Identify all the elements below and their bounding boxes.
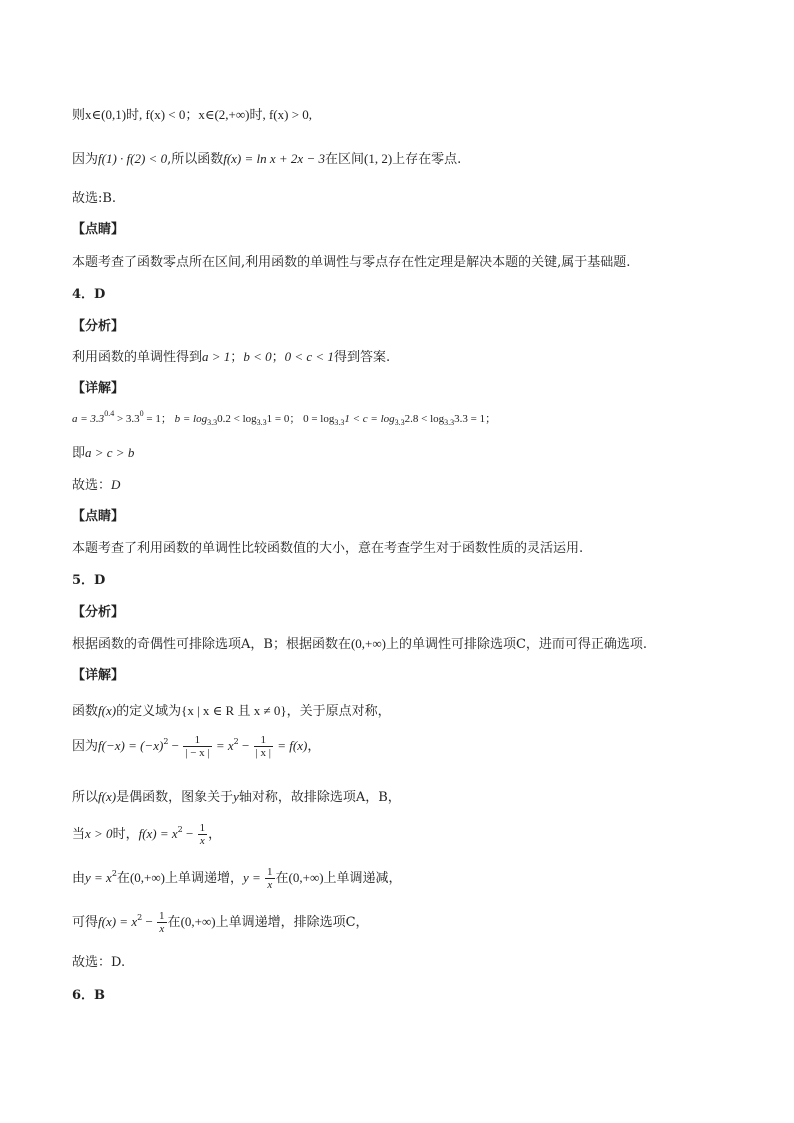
text: 根据函数的奇偶性可排除选项A，B；根据函数在 (72, 637, 351, 652)
text: 函数 (72, 704, 99, 719)
text: 故选： (72, 478, 112, 493)
math: f(x) = x (98, 914, 138, 929)
detail-line (72, 822, 221, 847)
fraction-numerator: 1 (159, 910, 165, 922)
text: 在 (167, 915, 181, 930)
fraction-denominator: | x | (255, 747, 271, 759)
math-sub: 3.3 (207, 418, 218, 427)
fraction-numerator: 1 (254, 734, 273, 747)
detail-line (72, 866, 402, 891)
math: (0,+∞) (288, 870, 324, 885)
text: 上单调递减， (323, 871, 402, 886)
text: 在区间 (324, 152, 364, 167)
comment-line: 本题考查了函数零点所在区间,利用函数的单调性与零点存在性定理是解决本题的关键,属于基础题. (72, 255, 631, 270)
text: 由 (72, 871, 86, 886)
text: 轴对称，故排除选项A，B， (238, 790, 401, 805)
fraction-numerator: 1 (199, 822, 206, 834)
text: 上单调递增，排除选项C， (215, 915, 369, 930)
text: 是偶函数，图象关于 (116, 790, 234, 805)
fraction (198, 822, 208, 847)
math: f(x) = x (138, 826, 178, 841)
answer-line: 故选:B. (72, 191, 117, 206)
math: = x (212, 738, 234, 753)
math: − (168, 738, 183, 753)
detail-line (72, 442, 134, 461)
question-number: 6．B (72, 988, 106, 1003)
analysis-line (72, 346, 390, 365)
math: 0 < c < 1 (284, 349, 334, 364)
text: 当 (72, 827, 86, 842)
math: 1 = 0 (266, 413, 290, 425)
fraction-denominator: x (199, 835, 205, 847)
math: − (238, 738, 253, 753)
text: 利用函数的单调性得到 (72, 350, 203, 365)
detail-line (72, 910, 369, 935)
math: (0,+∞) (180, 914, 216, 929)
math-sub: 3.3 (444, 418, 455, 427)
math: 2.8 < log (404, 413, 445, 425)
math: = 1 (143, 413, 161, 425)
text: 所以 (72, 790, 99, 805)
fraction-numerator: 1 (267, 866, 273, 878)
text: 在 (116, 871, 130, 886)
math-sup: 2 (177, 825, 183, 834)
math-sub: 3.3 (334, 418, 345, 427)
text: 得到答案. (333, 350, 391, 365)
math: y = x (85, 870, 112, 885)
question-number: 4．D (72, 287, 106, 302)
math: 1 < c = log (344, 413, 395, 425)
math: f(−x) = (−x) (98, 738, 164, 753)
interval-sign-text: 则x∈(0,1)时, f(x) < 0；x∈(2,+∞)时, f(x) > 0, (72, 107, 313, 122)
math: > 3.3 (114, 413, 140, 425)
math: x > 0 (85, 826, 113, 841)
detail-line (72, 700, 391, 719)
section-heading: 【分析】 (72, 605, 125, 620)
math: (0,+∞) (350, 636, 386, 651)
text: ； (289, 413, 301, 425)
detail-line (72, 734, 320, 759)
math: f(x) = ln x + 2x − 3 (223, 151, 325, 166)
text: 上的单调性可排除选项C，进而可得正确选项. (385, 637, 648, 652)
math: a > c > b (85, 445, 135, 460)
text: 上单调递增， (164, 871, 243, 886)
text: ； (160, 413, 172, 425)
section-heading: 【点睛】 (72, 222, 125, 237)
comment-line: 本题考查了利用函数的单调性比较函数值的大小，意在考查学生对于函数性质的灵活运用. (72, 541, 584, 556)
detail-math-line (72, 410, 496, 426)
section-heading: 【详解】 (72, 668, 125, 683)
math: D (111, 477, 121, 492)
math: − (142, 914, 157, 929)
answer-line (72, 474, 120, 493)
math: b < 0 (243, 349, 272, 364)
math: (1, 2) (364, 151, 393, 166)
math: a > 1 (202, 349, 231, 364)
math-sub: 3.3 (394, 418, 405, 427)
math-sup: 2 (163, 737, 169, 746)
fraction-denominator: x (267, 879, 273, 891)
math: f(x) (98, 789, 117, 804)
fraction (254, 734, 273, 759)
text: 的定义域为 (116, 704, 182, 719)
text: ； (485, 413, 497, 425)
fraction-numerator: 1 (183, 734, 211, 747)
text: 上存在零点. (392, 152, 462, 167)
math: y = (242, 870, 265, 885)
fraction (265, 866, 275, 891)
math: − (182, 826, 197, 841)
section-heading: 【分析】 (72, 319, 125, 334)
text: 时， (112, 827, 139, 842)
solution-line (72, 148, 461, 167)
math-sup: 0.4 (104, 409, 115, 418)
math: = f(x) (274, 738, 308, 753)
fraction (157, 910, 167, 935)
text: ， (208, 827, 222, 842)
math: 0.2 < log (217, 413, 257, 425)
question-number: 5．D (72, 573, 106, 588)
fraction-denominator: | − x | (185, 747, 210, 759)
text: ，关于原点对称， (286, 704, 391, 719)
text: ； (230, 350, 244, 365)
text: ； (271, 350, 285, 365)
text: ,所以函数 (167, 152, 224, 167)
math: a = 3.3 (72, 413, 105, 425)
text: 因为 (72, 152, 99, 167)
math-sup: 2 (111, 869, 117, 878)
math: 3.3 = 1 (454, 413, 486, 425)
math-sup: 0 (139, 409, 144, 418)
section-heading: 【详解】 (72, 381, 125, 396)
analysis-line (72, 633, 647, 652)
math: f(1) · f(2) < 0 (98, 151, 168, 166)
math: (0,+∞) (129, 870, 165, 885)
answer-line: 故选：D. (72, 955, 126, 970)
math-sub: 3.3 (256, 418, 267, 427)
text: 在 (275, 871, 289, 886)
math: y (233, 789, 239, 804)
detail-line (72, 786, 401, 805)
math: f(x) (98, 703, 117, 718)
text: ， (307, 739, 321, 754)
solution-line (72, 104, 312, 123)
fraction (183, 734, 211, 759)
math-sup: 2 (137, 913, 143, 922)
math: {x | x ∈ R 且 x ≠ 0} (181, 703, 287, 718)
text: 可得 (72, 915, 99, 930)
math: b = log (174, 413, 208, 425)
text: 因为 (72, 739, 99, 754)
math: 0 = log (303, 413, 335, 425)
fraction-denominator: x (159, 923, 165, 935)
section-heading: 【点睛】 (72, 509, 125, 524)
math-sup: 2 (233, 737, 239, 746)
text: 即 (72, 446, 86, 461)
